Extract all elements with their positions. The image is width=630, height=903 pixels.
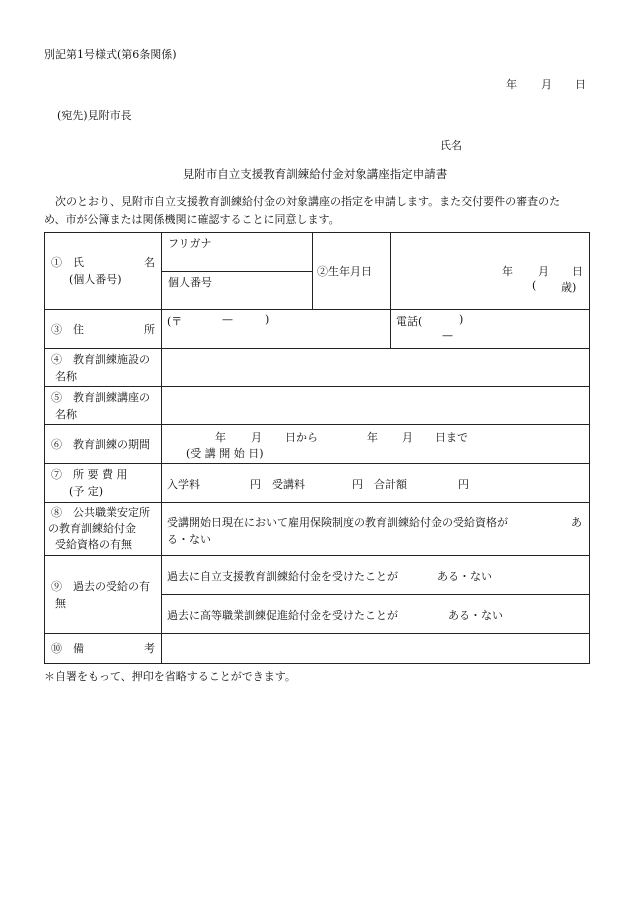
required-cost-field[interactable] bbox=[162, 464, 590, 503]
name-row-number: ① 氏 bbox=[51, 256, 84, 269]
row-required-cost bbox=[45, 464, 590, 503]
period-start-month: 月 bbox=[251, 431, 262, 444]
training-period-field[interactable] bbox=[162, 425, 590, 464]
training-period-row-number: ⑥ bbox=[51, 437, 62, 451]
furigana-label: フリガナ bbox=[168, 237, 212, 250]
intro-line-2: め、市が公簿または関係機関に確認することに同意します。 bbox=[44, 213, 340, 226]
training-facility-label-line1: ④ 教育訓練施設の bbox=[51, 352, 150, 366]
date-month-label: 月 bbox=[541, 78, 552, 91]
past-benefit-q1: 過去に自立支援教育訓練給付金を受けたことが bbox=[167, 570, 398, 583]
applicant-name-label: 氏名 bbox=[440, 139, 462, 152]
signature-note: ＊自署をもって、押印を省略することができます。 bbox=[44, 670, 296, 683]
past-benefit-label-line2: 無 bbox=[55, 596, 66, 610]
age-unit: 歳) bbox=[561, 281, 577, 294]
birthdate-field[interactable] bbox=[391, 233, 590, 310]
row-eligibility bbox=[45, 503, 590, 556]
training-facility-label-line2: 名称 bbox=[55, 369, 77, 383]
phone-field[interactable] bbox=[391, 310, 590, 349]
total-yen: 円 bbox=[458, 478, 469, 491]
eligibility-text-line2: る・ない bbox=[167, 533, 211, 546]
age-open: ( bbox=[532, 279, 537, 292]
past-benefit-q2: 過去に高等職業訓練促進給付金を受けたことが bbox=[167, 609, 398, 622]
remarks-label-cell bbox=[45, 634, 162, 664]
kojin-bango-field[interactable] bbox=[162, 271, 313, 310]
postal-open: (〒 bbox=[167, 315, 183, 328]
phone-dash: — bbox=[442, 329, 453, 342]
name-label-end: 名 bbox=[144, 256, 155, 269]
application-form-table bbox=[44, 232, 590, 664]
row-address bbox=[45, 310, 590, 349]
period-start-year: 年 bbox=[215, 431, 226, 444]
remarks-row-number: ⑩ 備 bbox=[51, 642, 84, 655]
address-row-number: ③ 住 bbox=[51, 322, 84, 336]
addressee: (宛先)見附市長 bbox=[57, 109, 132, 122]
kojin-bango-label: 個人番号 bbox=[168, 275, 212, 289]
row-training-course bbox=[45, 387, 590, 425]
required-cost-label-line2: (予 定) bbox=[69, 485, 104, 498]
training-period-label-cell bbox=[45, 425, 162, 464]
birth-month-label: 月 bbox=[538, 265, 549, 278]
past-benefit-q2-field[interactable] bbox=[162, 595, 590, 634]
required-cost-label-cell bbox=[45, 464, 162, 503]
intro-text bbox=[44, 193, 589, 229]
training-course-label-cell bbox=[45, 387, 162, 425]
form-title: 見附市自立支援教育訓練給付金対象講座指定申請書 bbox=[182, 167, 448, 181]
training-period-label: 教育訓練の期間 bbox=[73, 437, 150, 451]
name-label-cell bbox=[45, 233, 162, 310]
total-label: 合計額 bbox=[374, 478, 407, 491]
training-course-label-line1: ⑤ 教育訓練講座の bbox=[51, 390, 150, 404]
eligibility-text-line1: 受講開始日現在において雇用保険制度の教育訓練給付金の受給資格が bbox=[167, 516, 508, 529]
address-label-end: 所 bbox=[144, 322, 155, 336]
form-number: 別記第1号様式(第6条関係) bbox=[44, 48, 177, 61]
postal-dash: — bbox=[222, 313, 233, 326]
eligibility-label-line1: ⑧ 公共職業安定所 bbox=[51, 506, 150, 519]
birthdate-label: ②生年月日 bbox=[317, 265, 372, 278]
row-training-period bbox=[45, 425, 590, 464]
past-benefit-a1[interactable]: ある・ない bbox=[437, 570, 492, 583]
training-course-label-line2: 名称 bbox=[55, 407, 77, 421]
address-field[interactable] bbox=[162, 310, 391, 349]
entrance-fee-label: 入学料 bbox=[167, 478, 200, 491]
tuition-label: 受講料 bbox=[272, 478, 305, 491]
row-remarks bbox=[45, 634, 590, 664]
remarks-field[interactable] bbox=[162, 634, 590, 664]
period-end-year: 年 bbox=[367, 431, 378, 444]
eligibility-text-line1-end: あ bbox=[571, 516, 582, 529]
remarks-label-end: 考 bbox=[144, 642, 155, 655]
date-year-label: 年 bbox=[506, 78, 517, 91]
entrance-fee-yen: 円 bbox=[250, 478, 261, 491]
training-facility-label-cell bbox=[45, 349, 162, 387]
required-cost-label-line1: ⑦ 所 要 費 用 bbox=[51, 468, 128, 481]
birthdate-label-cell bbox=[313, 233, 391, 310]
intro-line-1: 次のとおり、見附市自立支援教育訓練給付金の対象講座の指定を申請します。また交付要件の審査のた bbox=[55, 195, 561, 208]
phone-label: 電話( bbox=[396, 315, 423, 328]
postal-close: ) bbox=[265, 313, 270, 326]
row-past-benefit-1 bbox=[45, 556, 590, 595]
past-benefit-label-line1: ⑨ 過去の受給の有 bbox=[51, 579, 150, 593]
period-end-month: 月 bbox=[402, 431, 413, 444]
training-course-field[interactable] bbox=[162, 387, 590, 425]
birth-year-label: 年 bbox=[502, 265, 513, 278]
period-start-note: (受 講 開 始 日) bbox=[186, 447, 264, 460]
tuition-yen: 円 bbox=[352, 478, 363, 491]
row-name-furigana bbox=[45, 233, 590, 272]
address-label-cell bbox=[45, 310, 162, 349]
furigana-field[interactable] bbox=[162, 233, 313, 272]
period-end-day: 日まで bbox=[435, 431, 468, 444]
eligibility-label-line2: の教育訓練給付金 bbox=[48, 522, 136, 535]
kojin-bango-sub-label: (個人番号) bbox=[69, 273, 122, 286]
past-benefit-label-cell bbox=[45, 556, 162, 634]
date-day-label: 日 bbox=[575, 78, 586, 91]
period-start-day: 日から bbox=[285, 431, 318, 444]
past-benefit-a2[interactable]: ある・ない bbox=[448, 609, 503, 622]
phone-close: ) bbox=[459, 313, 464, 326]
row-training-facility bbox=[45, 349, 590, 387]
training-facility-field[interactable] bbox=[162, 349, 590, 387]
eligibility-label-line3: 受給資格の有無 bbox=[55, 538, 132, 551]
eligibility-label-cell bbox=[45, 503, 162, 556]
eligibility-field[interactable] bbox=[162, 503, 590, 556]
birth-day-label: 日 bbox=[572, 265, 583, 278]
past-benefit-q1-field[interactable] bbox=[162, 556, 590, 595]
